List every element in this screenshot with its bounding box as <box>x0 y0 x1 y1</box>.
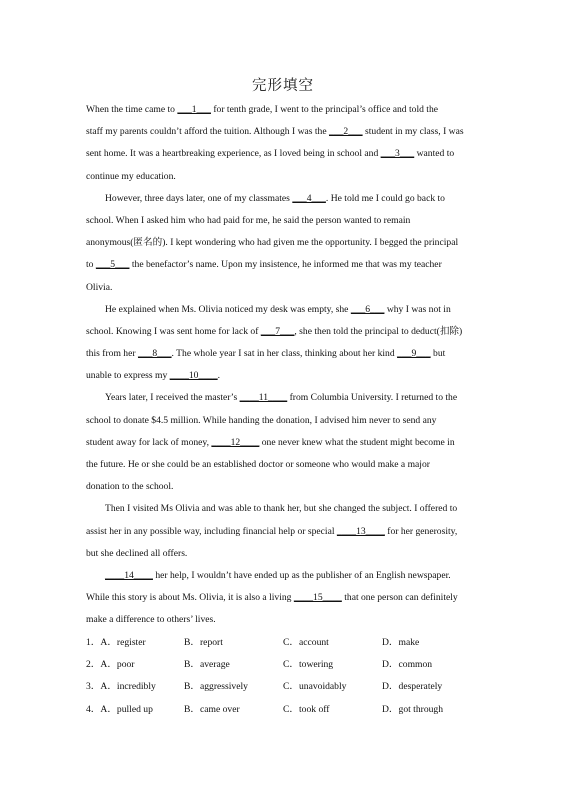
passage-line <box>86 609 482 631</box>
passage-line <box>86 188 482 210</box>
option-row <box>86 676 486 698</box>
passage-line <box>86 521 482 543</box>
passage-text: However, three days later, one of my classmates <box>105 192 293 204</box>
answer-choice: D．desperately <box>382 681 443 693</box>
passage-text: When the time came to <box>86 104 178 115</box>
passage-line <box>86 476 482 498</box>
answer-choice: 4．A．pulled up <box>86 703 153 715</box>
passage-line <box>86 166 482 188</box>
passage-line <box>86 387 482 409</box>
passage-text: one never knew what the student might become in <box>259 436 455 448</box>
passage-text: school. When I asked him who had paid for me, he said the person wanted to remain <box>86 214 411 226</box>
passage-line <box>86 232 482 254</box>
passage-text: continue my education. <box>86 170 176 182</box>
passage-text: . He told me I could go back to <box>325 192 445 204</box>
passage-text: from Columbia University. I returned to the <box>287 392 458 404</box>
passage-line <box>86 121 482 143</box>
passage-text: school to donate $4.5 million. While handing the donation, I advised him never to send any <box>86 414 437 426</box>
document-title: 完形填空 <box>252 78 314 94</box>
passage-line <box>86 365 482 387</box>
cloze-blank: ____15____ <box>293 592 342 604</box>
passage-text: but <box>430 348 446 360</box>
passage-text: . <box>217 370 221 382</box>
answer-choice: 2．A．poor <box>86 659 135 671</box>
passage-text: the future. He or she could be an established doctor or someone who would make a major <box>86 459 430 470</box>
passage-text: , she then told the principal to deduct(扣除) <box>294 325 463 337</box>
passage-text: student in my class, I was <box>362 126 464 138</box>
passage-line <box>86 498 482 520</box>
answer-choice: 3．A．incredibly <box>86 681 156 693</box>
answer-choice: C．account <box>283 637 329 648</box>
passage-line <box>86 277 482 299</box>
cloze-blank: ____11____ <box>239 392 288 404</box>
cloze-blank: ___6___ <box>350 303 385 315</box>
answer-choice: B．aggressively <box>184 681 248 693</box>
answer-choice: B．came over <box>184 703 240 715</box>
cloze-blank: ____13____ <box>336 525 385 537</box>
answer-choice: D．make <box>382 637 420 648</box>
passage-line <box>86 99 482 121</box>
passage-text: . The whole year I sat in her class, thinking about her kind <box>171 348 398 360</box>
cloze-blank: ___2___ <box>329 126 363 138</box>
cloze-blank: ____12____ <box>211 436 260 448</box>
passage-text: wanted to <box>414 148 455 160</box>
passage-text: why I was not in <box>384 303 451 315</box>
passage-line <box>86 343 482 365</box>
answer-choice: D．got through <box>382 703 444 715</box>
passage-text: unable to express my <box>86 370 170 382</box>
cloze-blank: ___5___ <box>95 259 130 271</box>
passage-line <box>86 210 482 232</box>
passage-text: to <box>86 259 96 271</box>
passage-line <box>86 454 482 476</box>
passage-text: for her generosity, <box>384 525 458 537</box>
passage-text: anonymous(匿名的). I kept wondering who had given me the opportunity. I begged the principal <box>86 237 459 249</box>
cloze-blank: ___8___ <box>137 348 172 360</box>
passage-text: her help, I wouldn’t have ended up as the publisher of an English newspaper. <box>152 569 451 581</box>
cloze-blank: ___3___ <box>380 148 415 160</box>
passage-text: this from her <box>86 348 138 360</box>
passage-text: assist her in any possible way, including financial help or special <box>86 525 337 537</box>
answer-choice: D．common <box>382 659 433 671</box>
passage-text: make a difference to others’ lives. <box>86 614 216 626</box>
passage-text: sent home. It was a heartbreaking experience, as I loved being in school and <box>86 148 381 160</box>
answer-choice: B．report <box>184 637 223 648</box>
cloze-blank: ___9___ <box>397 348 431 360</box>
answer-options <box>86 632 486 721</box>
passage-line <box>86 410 482 432</box>
option-row <box>86 632 486 654</box>
passage-text: school. Knowing I was sent home for lack of <box>86 325 261 337</box>
answer-choice: C．unavoidably <box>283 681 347 693</box>
option-row <box>86 699 486 721</box>
answer-choice: 1．A．register <box>86 637 146 648</box>
passage-line <box>86 321 482 343</box>
passage-line <box>86 432 482 454</box>
cloze-passage <box>86 99 482 632</box>
answer-choice: C．towering <box>283 659 334 671</box>
passage-text: student away for lack of money, <box>86 436 212 448</box>
passage-line <box>86 543 482 565</box>
passage-text: for tenth grade, I went to the principal’s office and told the <box>210 104 439 115</box>
passage-text: While this story is about Ms. Olivia, it is also a living <box>86 592 294 604</box>
passage-text: the benefactor’s name. Upon my insistence, he informed me that was my teacher <box>129 259 442 271</box>
passage-text: Then I visited Ms Olivia and was able to thank her, but she changed the subject. I offered to <box>105 503 458 515</box>
passage-text: donation to the school. <box>86 481 174 493</box>
passage-text: but she declined all offers. <box>86 547 188 559</box>
cloze-blank: ____14____ <box>105 569 153 581</box>
passage-line <box>86 143 482 165</box>
answer-choice: C．took off <box>283 703 330 715</box>
passage-line <box>86 299 482 321</box>
cloze-blank: ___4___ <box>292 192 326 204</box>
passage-line <box>86 565 482 587</box>
cloze-blank: ___7___ <box>260 325 295 337</box>
passage-text: staff my parents couldn’t afford the tuition. Although I was the <box>86 126 330 138</box>
cloze-blank: ____10____ <box>169 370 218 382</box>
cloze-blank: ___1___ <box>177 104 211 115</box>
passage-text: that one person can definitely <box>341 592 458 604</box>
passage-line <box>86 587 482 609</box>
passage-text: Olivia. <box>86 281 113 293</box>
option-row <box>86 654 486 676</box>
passage-text: Years later, I received the master’s <box>105 392 240 404</box>
passage-text: He explained when Ms. Olivia noticed my desk was empty, she <box>105 303 351 315</box>
answer-choice: B．average <box>184 659 230 671</box>
passage-line <box>86 254 482 276</box>
